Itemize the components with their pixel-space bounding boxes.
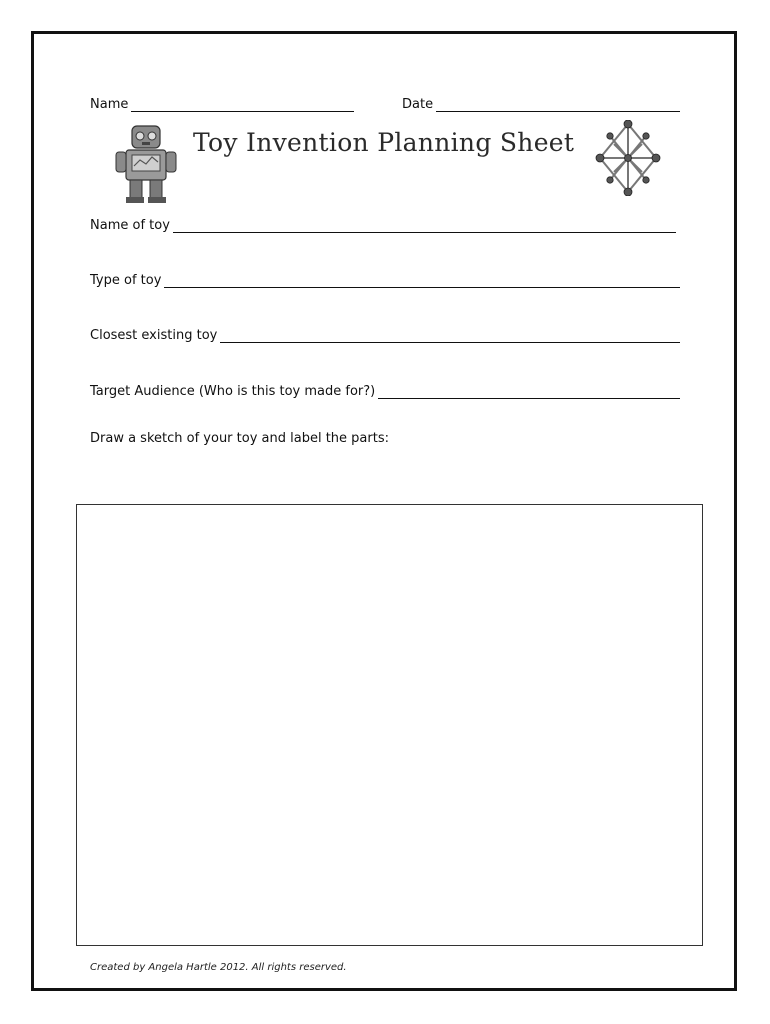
page-title: Toy Invention Planning Sheet: [193, 128, 575, 157]
target-audience-field[interactable]: [90, 377, 680, 399]
date-label: Date: [402, 97, 434, 112]
molecule-toy-icon: [590, 120, 666, 196]
sketch-box[interactable]: [76, 504, 703, 946]
closest-existing-toy-field[interactable]: [90, 321, 680, 343]
type-of-toy-field[interactable]: [90, 266, 680, 288]
target-audience-line[interactable]: [378, 384, 680, 399]
sketch-instruction: Draw a sketch of your toy and label the parts:: [90, 431, 389, 446]
name-label: Name: [90, 97, 129, 112]
date-field[interactable]: [402, 90, 680, 112]
type-of-toy-line[interactable]: [164, 273, 680, 288]
date-line[interactable]: [436, 97, 680, 112]
name-of-toy-field[interactable]: [90, 211, 676, 233]
copyright-footer: Created by Angela Hartle 2012. All rights reserved.: [90, 962, 347, 973]
closest-existing-toy-label: Closest existing toy: [90, 328, 218, 343]
name-of-toy-line[interactable]: [173, 218, 676, 233]
name-of-toy-label: Name of toy: [90, 218, 170, 233]
closest-existing-toy-line[interactable]: [220, 328, 680, 343]
name-line[interactable]: [131, 97, 354, 112]
type-of-toy-label: Type of toy: [90, 273, 162, 288]
name-field[interactable]: [90, 90, 354, 112]
robot-toy-icon: [112, 124, 182, 204]
target-audience-label: Target Audience (Who is this toy made for?): [90, 384, 376, 399]
